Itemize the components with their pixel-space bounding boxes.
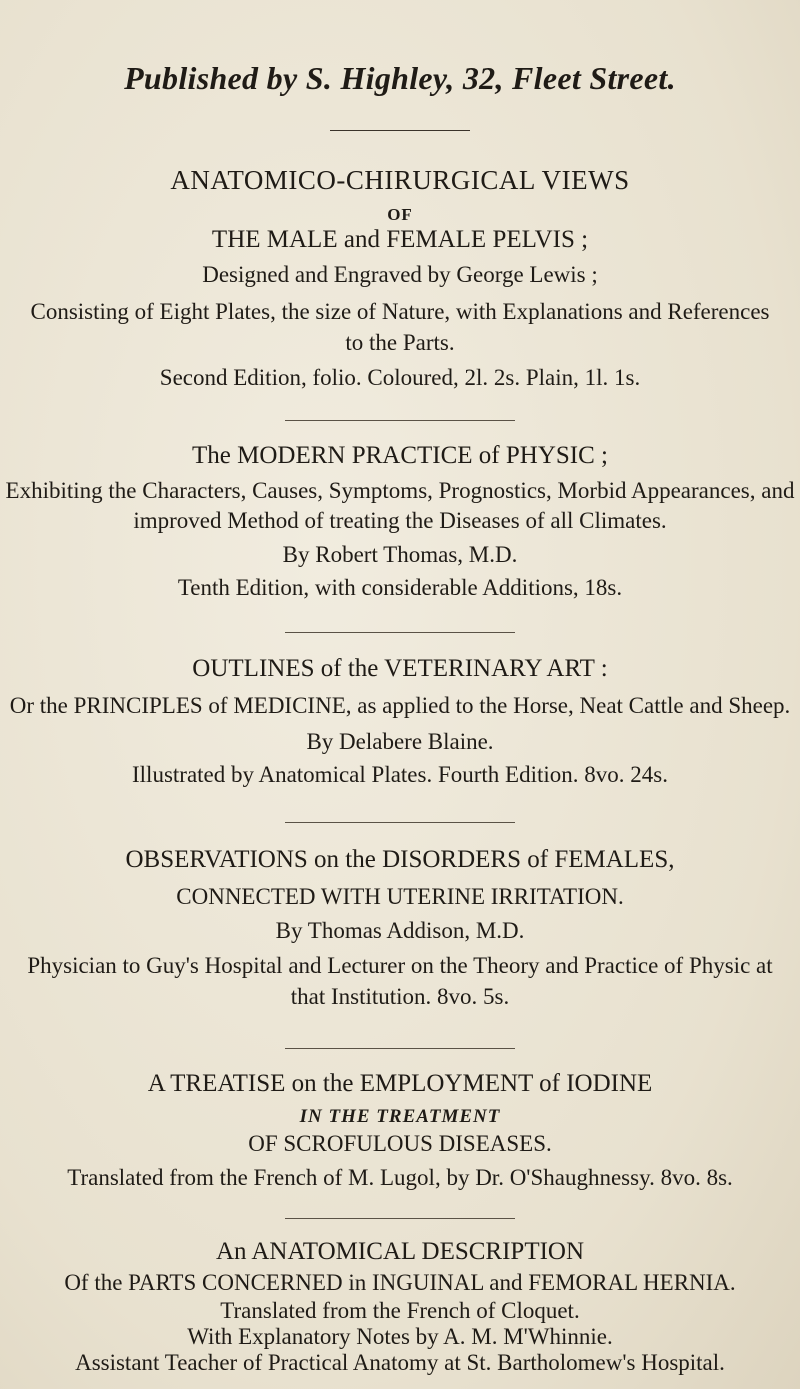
entry-2-price: Tenth Edition, with considerable Additions, 18s. — [177, 575, 623, 600]
separator-5 — [285, 1218, 515, 1219]
entry-4-by: By Thomas Addison, M.D. — [275, 918, 525, 943]
entry-4-title: OBSERVATIONS on the DISORDERS of FEMALES, — [125, 846, 675, 873]
entry-2-desc1: Exhibiting the Characters, Causes, Symptoms, Prognostics, Morbid Appearances, and — [5, 478, 795, 503]
entry-4-subtitle: CONNECTED WITH UTERINE IRRITATION. — [176, 884, 624, 909]
entry-5-title: A TREATISE on the EMPLOYMENT of IODINE — [147, 1070, 653, 1097]
separator-4 — [285, 1048, 515, 1049]
separator-1 — [285, 420, 515, 421]
entry-3-price: Illustrated by Anatomical Plates. Fourth Edition. 8vo. 24s. — [132, 762, 668, 787]
entry-1-of: OF — [387, 205, 413, 224]
entry-1-title: ANATOMICO-CHIRURGICAL VIEWS — [170, 165, 630, 195]
entry-3-by: By Delabere Blaine. — [306, 729, 494, 754]
entry-6-title: An ANATOMICAL DESCRIPTION — [215, 1238, 585, 1265]
entry-2-by: By Robert Thomas, M.D. — [282, 542, 518, 567]
separator-2 — [285, 632, 515, 633]
header-rule — [330, 130, 470, 131]
entry-5-desc1: Translated from the French of M. Lugol, by Dr. O'Shaughnessy. 8vo. 8s. — [67, 1165, 733, 1190]
entry-4-desc1: Physician to Guy's Hospital and Lecturer on the Theory and Practice of Physic at — [27, 953, 773, 978]
entry-1-subtitle: THE MALE and FEMALE PELVIS ; — [211, 226, 589, 253]
entry-6-desc3: With Explanatory Notes by A. M. M'Whinnie. — [187, 1324, 613, 1349]
entry-3-desc1: Or the PRINCIPLES of MEDICINE, as applied to the Horse, Neat Cattle and Sheep. — [9, 693, 791, 718]
publisher-header: Published by S. Highley, 32, Fleet Street. — [124, 60, 676, 96]
entry-1-price: Second Edition, folio. Coloured, 2l. 2s. Plain, 1l. 1s. — [159, 365, 641, 390]
entry-1-desc1: Consisting of Eight Plates, the size of Nature, with Explanations and References — [30, 299, 770, 324]
entry-4-desc2: that Institution. 8vo. 5s. — [290, 984, 510, 1009]
entry-2-desc2: improved Method of treating the Diseases of all Climates. — [133, 508, 667, 533]
entry-5-sub-small: IN THE TREATMENT — [299, 1106, 501, 1127]
entry-3-title: OUTLINES of the VETERINARY ART : — [192, 655, 608, 682]
entry-1-desc2: to the Parts. — [345, 330, 455, 355]
separator-3 — [285, 822, 515, 823]
entry-2-title: The MODERN PRACTICE of PHYSIC ; — [192, 442, 608, 469]
entry-6-desc1: Of the PARTS CONCERNED in INGUINAL and FEMORAL HERNIA. — [64, 1270, 736, 1295]
entry-6-desc2: Translated from the French of Cloquet. — [220, 1298, 580, 1323]
entry-5-subtitle: OF SCROFULOUS DISEASES. — [248, 1131, 552, 1156]
entry-1-by: Designed and Engraved by George Lewis ; — [202, 262, 598, 287]
entry-6-desc4: Assistant Teacher of Practical Anatomy at St. Bartholomew's Hospital. — [75, 1350, 725, 1375]
